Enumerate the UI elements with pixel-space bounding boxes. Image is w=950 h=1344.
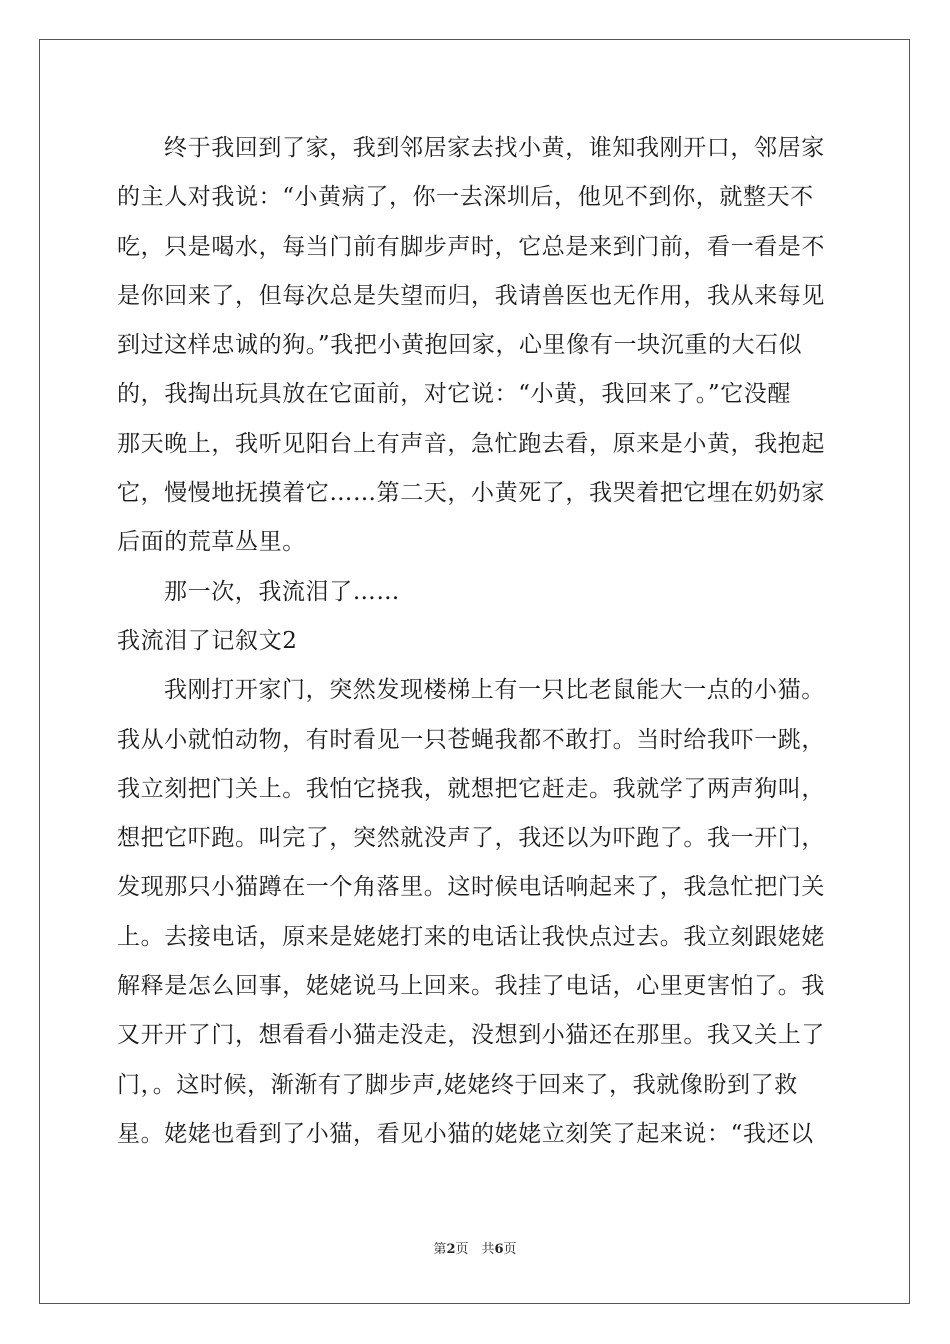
document-body	[117, 124, 831, 1159]
text-line: 我立刻把门关上。我怕它挠我，就想把它赶走。我就学了两声狗叫，	[117, 775, 825, 802]
footer-mid: 页 共	[455, 1242, 495, 1257]
text-line: 上。去接电话，原来是姥姥打来的电话让我快点过去。我立刻跟姥姥	[117, 923, 825, 950]
text-line: 那天晚上，我听见阳台上有声音，急忙跑去看，原来是小黄，我抱起	[117, 430, 825, 457]
text-line: 我刚打开家门，突然发现楼梯上有一只比老鼠能大一点的小猫。	[164, 677, 825, 704]
text-line: 的主人对我说：“小黄病了，你一去深圳后，他见不到你，就整天不	[117, 184, 814, 211]
current-page-number: 2	[446, 1242, 456, 1257]
text-line: 那一次，我流泪了……	[164, 578, 400, 605]
text-line: 它，慢慢地抚摸着它……第二天，小黄死了，我哭着把它埋在奶奶家	[117, 480, 825, 507]
text-line: 又开开了门，想看看小猫走没走，没想到小猫还在那里。我又关上了	[117, 1022, 825, 1049]
text-line: 我从小就怕动物，有时看见一只苍蝇我都不敢打。当时给我吓一跳，	[117, 726, 825, 753]
page-footer	[0, 1238, 950, 1257]
text-line: 后面的荒草丛里。	[117, 529, 306, 556]
text-line: 发现那只小猫蹲在一个角落里。这时候电话响起来了，我急忙把门关	[117, 874, 825, 901]
text-line: 解释是怎么回事，姥姥说马上回来。我挂了电话，心里更害怕了。我	[117, 973, 825, 1000]
footer-suffix: 页	[503, 1242, 517, 1257]
footer-prefix: 第	[433, 1242, 447, 1257]
text-line: 到过这样忠诚的狗。”我把小黄抱回家，心里像有一块沉重的大石似	[117, 332, 803, 359]
text-line: 门，。这时候，渐渐有了脚步声,姥姥终于回来了，我就像盼到了救	[117, 1071, 798, 1098]
total-pages-number: 6	[494, 1242, 504, 1257]
text-line: 是你回来了，但每次总是失望而归，我请兽医也无作用，我从来每见	[117, 282, 825, 309]
text-line: 我流泪了记叙文2	[117, 627, 298, 654]
text-line: 星。姥姥也看到了小猫，看见小猫的姥姥立刻笑了起来说：“我还以	[117, 1120, 814, 1147]
text-line: 终于我回到了家，我到邻居家去找小黄，谁知我刚开口，邻居家	[164, 135, 825, 161]
text-line: 想把它吓跑。叫完了，突然就没声了，我还以为吓跑了。我一开门，	[117, 825, 825, 852]
text-line: 的，我掏出玩具放在它面前，对它说：“小黄，我回来了。”它没醒	[117, 381, 792, 408]
text-line: 吃，只是喝水，每当门前有脚步声时，它总是来到门前，看一看是不	[117, 233, 825, 260]
